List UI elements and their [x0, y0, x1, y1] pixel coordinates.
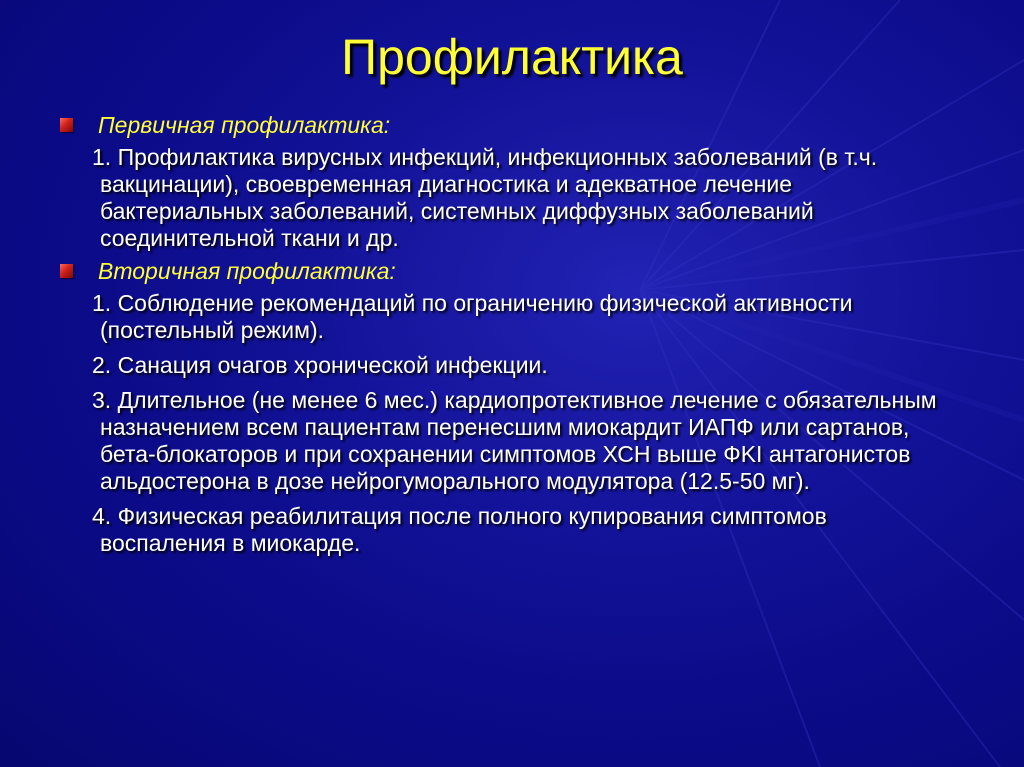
list-item: 4. Физическая реабилитация после полного купирования симптомов воспаления в миокарде.	[92, 503, 827, 556]
list-item: 3. Длительное (не менее 6 мес.) кардиопротективное лечение с обязательным назначением всем пациентам перенесшим миокардит ИАПФ или сартанов, бета-блокаторов и при сохранении симптомов ХСН выше ФKI антагонистов альдостерона в дозе нейрогуморального модулятора (12.5-50 мг).	[92, 387, 937, 494]
bullet-square-icon	[60, 264, 73, 278]
slide-content	[58, 110, 958, 557]
list-item: 1. Соблюдение рекомендаций по ограничению физической активности (постельный режим).	[92, 290, 853, 343]
list-item: 2. Санация очагов хронической инфекции.	[92, 352, 548, 378]
section-heading-secondary	[58, 256, 958, 286]
section-heading-label: Вторичная профилактика:	[98, 258, 396, 284]
section-heading-label: Первичная профилактика:	[98, 112, 391, 138]
bullet-square-icon	[60, 118, 73, 132]
section-heading-primary	[58, 110, 958, 140]
slide-title: Профилактика	[341, 29, 683, 85]
list-item: 1. Профилактика вирусных инфекций, инфекционных заболеваний (в т.ч. вакцинации), своевременная диагностика и адекватное лечение бактериальных заболеваний, системных диффузных заболеваний соединительной ткани и др.	[92, 144, 878, 251]
